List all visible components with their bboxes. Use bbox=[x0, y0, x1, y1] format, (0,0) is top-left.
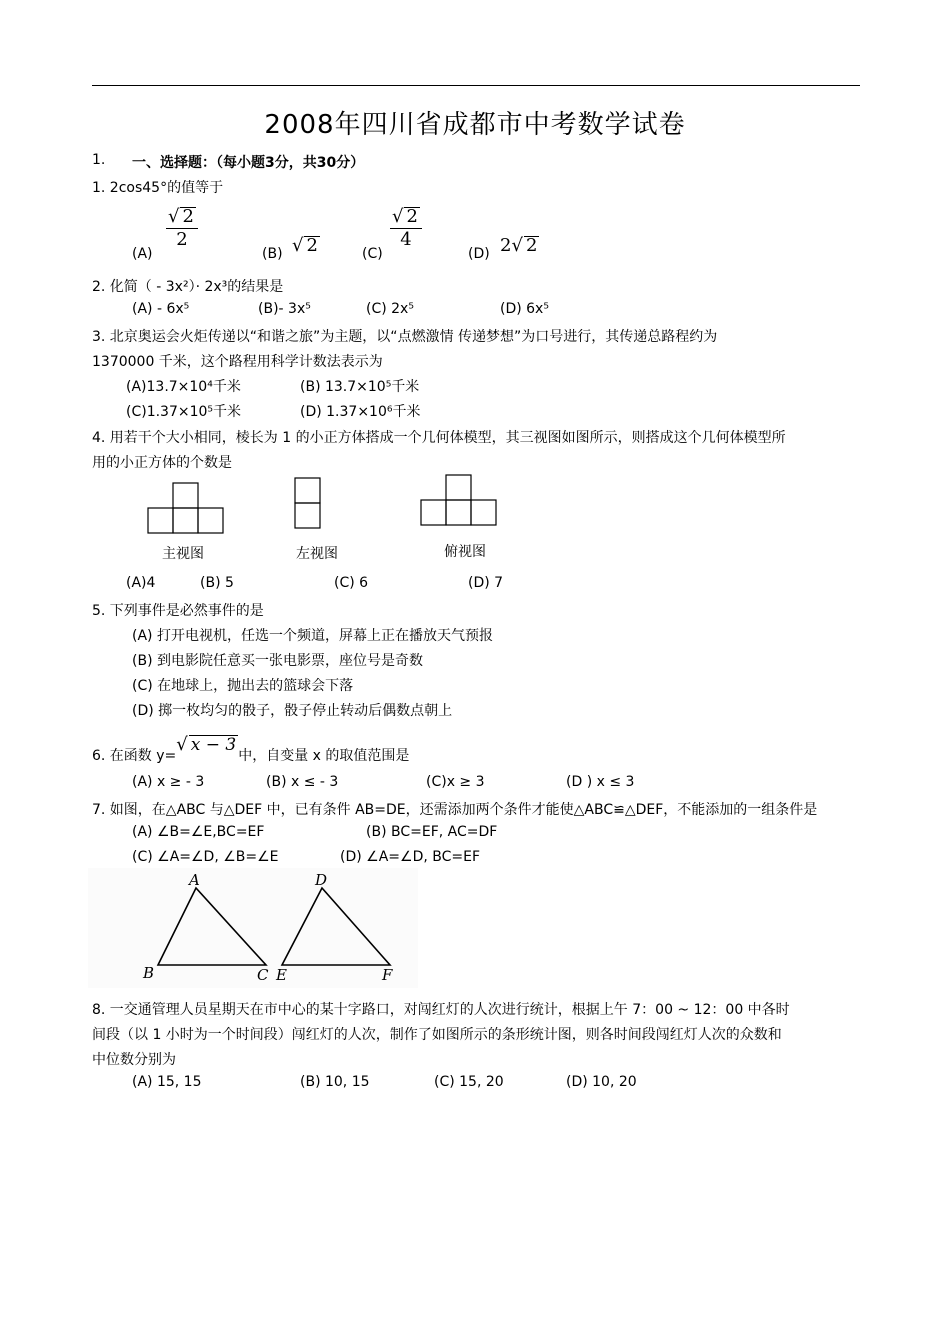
q7-option-c: (C) ∠A=∠D, ∠B=∠E bbox=[132, 849, 279, 865]
q8-line-2: 间段（以 1 小时为一个时间段）闯红灯的人次，制作了如图所示的条形统计图，则各时间段闯红灯人次的众数和 bbox=[92, 1027, 782, 1043]
section-title: 一、选择题：（每小题3分，共30分） bbox=[132, 155, 365, 171]
vertex-a: A bbox=[189, 871, 200, 889]
q1-a-numerator: 2 bbox=[182, 206, 194, 227]
q3-option-c: (C)1.37×10⁵千米 bbox=[126, 404, 242, 420]
q1-c-denominator: 4 bbox=[400, 229, 412, 250]
q1-option-a-fraction: $\frac{√ 2}{2}$ bbox=[166, 206, 198, 251]
q3-line-1: 3. 北京奥运会火炬传递以“和谐之旅”为主题，以“点燃激情 传递梦想”为口号进行，其传递总路程约为 bbox=[92, 329, 718, 345]
q3-option-b: (B) 13.7×10⁵千米 bbox=[300, 379, 420, 395]
left-view-square bbox=[295, 478, 320, 503]
q8-option-d: (D) 10, 20 bbox=[566, 1074, 637, 1090]
q6-stem-suffix: 中，自变量 x 的取值范围是 bbox=[238, 748, 410, 764]
q1-option-d-value: 2√ 2 bbox=[500, 235, 538, 256]
q6-option-c: (C)x ≥ 3 bbox=[426, 774, 485, 790]
front-view-label: 主视图 bbox=[162, 546, 204, 562]
q7-option-d: (D) ∠A=∠D, BC=EF bbox=[340, 849, 481, 865]
top-view-square bbox=[421, 500, 446, 525]
q4-line-1: 4. 用若干个大小相同，棱长为 1 的小正方体搭成一个几何体模型，其三视图如图所示，则搭成这个几何体模型所 bbox=[92, 430, 786, 446]
q1-option-b-value: √ 2 bbox=[292, 235, 318, 256]
q7-stem: 7. 如图，在△ABC 与△DEF 中，已有条件 AB=DE，还需添加两个条件才能使△ABC≌△DEF，不能添加的一组条件是 bbox=[92, 802, 818, 818]
section-number: 1. bbox=[92, 152, 106, 168]
q4-option-b: (B) 5 bbox=[200, 575, 234, 591]
q1-d-radicand: 2 bbox=[525, 235, 538, 256]
front-view-square bbox=[198, 508, 223, 533]
q1-b-radicand: 2 bbox=[306, 235, 318, 256]
q2-option-b: (B)- 3x⁵ bbox=[258, 301, 311, 317]
q2-option-d: (D) 6x⁵ bbox=[500, 301, 549, 317]
front-view-square bbox=[173, 483, 198, 508]
q6-radicand: x − 3 bbox=[190, 735, 237, 755]
q8-line-3: 中位数分别为 bbox=[92, 1052, 176, 1068]
q7-triangles-figure bbox=[88, 868, 418, 988]
q6-option-b: (B) x ≤ - 3 bbox=[266, 774, 339, 790]
q1-option-c-label: (C) bbox=[362, 246, 383, 262]
q4-line-2: 用的小正方体的个数是 bbox=[92, 455, 232, 471]
page-title: 2008年四川省成都市中考数学试卷 bbox=[264, 110, 686, 140]
q8-option-a: (A) 15, 15 bbox=[132, 1074, 202, 1090]
top-rule bbox=[92, 85, 860, 86]
q4-option-a: (A)4 bbox=[126, 575, 156, 591]
left-view-label: 左视图 bbox=[296, 546, 338, 562]
q5-option-d: (D) 掷一枚均匀的骰子，骰子停止转动后偶数点朝上 bbox=[132, 703, 453, 719]
q5-option-c: (C) 在地球上，抛出去的篮球会下落 bbox=[132, 678, 354, 694]
q8-option-b: (B) 10, 15 bbox=[300, 1074, 370, 1090]
q7-option-a: (A) ∠B=∠E,BC=EF bbox=[132, 824, 265, 840]
q3-option-d: (D) 1.37×10⁶千米 bbox=[300, 404, 421, 420]
q1-option-d-label: (D) bbox=[468, 246, 490, 262]
q5-stem: 5. 下列事件是必然事件的是 bbox=[92, 603, 264, 619]
vertex-c: C bbox=[257, 966, 269, 984]
vertex-d: D bbox=[315, 871, 328, 889]
q2-option-a: (A) - 6x⁵ bbox=[132, 301, 190, 317]
q7-option-b: (B) BC=EF, AC=DF bbox=[366, 824, 498, 840]
front-view-square bbox=[173, 508, 198, 533]
q6-option-a: (A) x ≥ - 3 bbox=[132, 774, 205, 790]
q6-radical: √ x − 3 bbox=[176, 734, 237, 755]
top-view-square bbox=[446, 500, 471, 525]
q1-stem: 1. 2cos45°的值等于 bbox=[92, 180, 224, 196]
q1-c-numerator: 2 bbox=[406, 206, 418, 227]
top-view-square bbox=[446, 475, 471, 500]
figure-background bbox=[88, 868, 418, 988]
q3-line-2: 1370000 千米，这个路程用科学计数法表示为 bbox=[92, 354, 383, 370]
q6-stem-prefix: 6. 在函数 y= bbox=[92, 748, 177, 764]
vertex-e: E bbox=[276, 966, 287, 984]
top-view-label: 俯视图 bbox=[444, 544, 486, 560]
vertex-f: F bbox=[382, 966, 393, 984]
q2-stem: 2. 化简（ - 3x²）· 2x³的结果是 bbox=[92, 279, 284, 295]
q6-stem bbox=[92, 734, 410, 765]
q5-option-b: (B) 到电影院任意买一张电影票，座位号是奇数 bbox=[132, 653, 423, 669]
q1-option-b-label: (B) bbox=[262, 246, 283, 262]
q4-option-d: (D) 7 bbox=[468, 575, 504, 591]
q2-option-c: (C) 2x⁵ bbox=[366, 301, 414, 317]
q1-d-coefficient: 2 bbox=[500, 235, 512, 256]
q1-option-a-label: (A) bbox=[132, 246, 153, 262]
q5-option-a: (A) 打开电视机，任选一个频道，屏幕上正在播放天气预报 bbox=[132, 628, 493, 644]
q8-option-c: (C) 15, 20 bbox=[434, 1074, 504, 1090]
q1-option-c-fraction: $\frac{√ 2}{4}$ bbox=[390, 206, 422, 251]
q4-option-c: (C) 6 bbox=[334, 575, 369, 591]
q3-option-a: (A)13.7×10⁴千米 bbox=[126, 379, 241, 395]
front-view-square bbox=[148, 508, 173, 533]
vertex-b: B bbox=[143, 964, 155, 982]
q8-line-1: 8. 一交通管理人员星期天在市中心的某十字路口，对闯红灯的人次进行统计，根据上午 7：00 ~ 12：00 中各时 bbox=[92, 1002, 790, 1018]
q6-option-d: (D ) x ≤ 3 bbox=[566, 774, 635, 790]
left-view-square bbox=[295, 503, 320, 528]
q1-a-denominator: 2 bbox=[176, 229, 188, 250]
top-view-square bbox=[471, 500, 496, 525]
